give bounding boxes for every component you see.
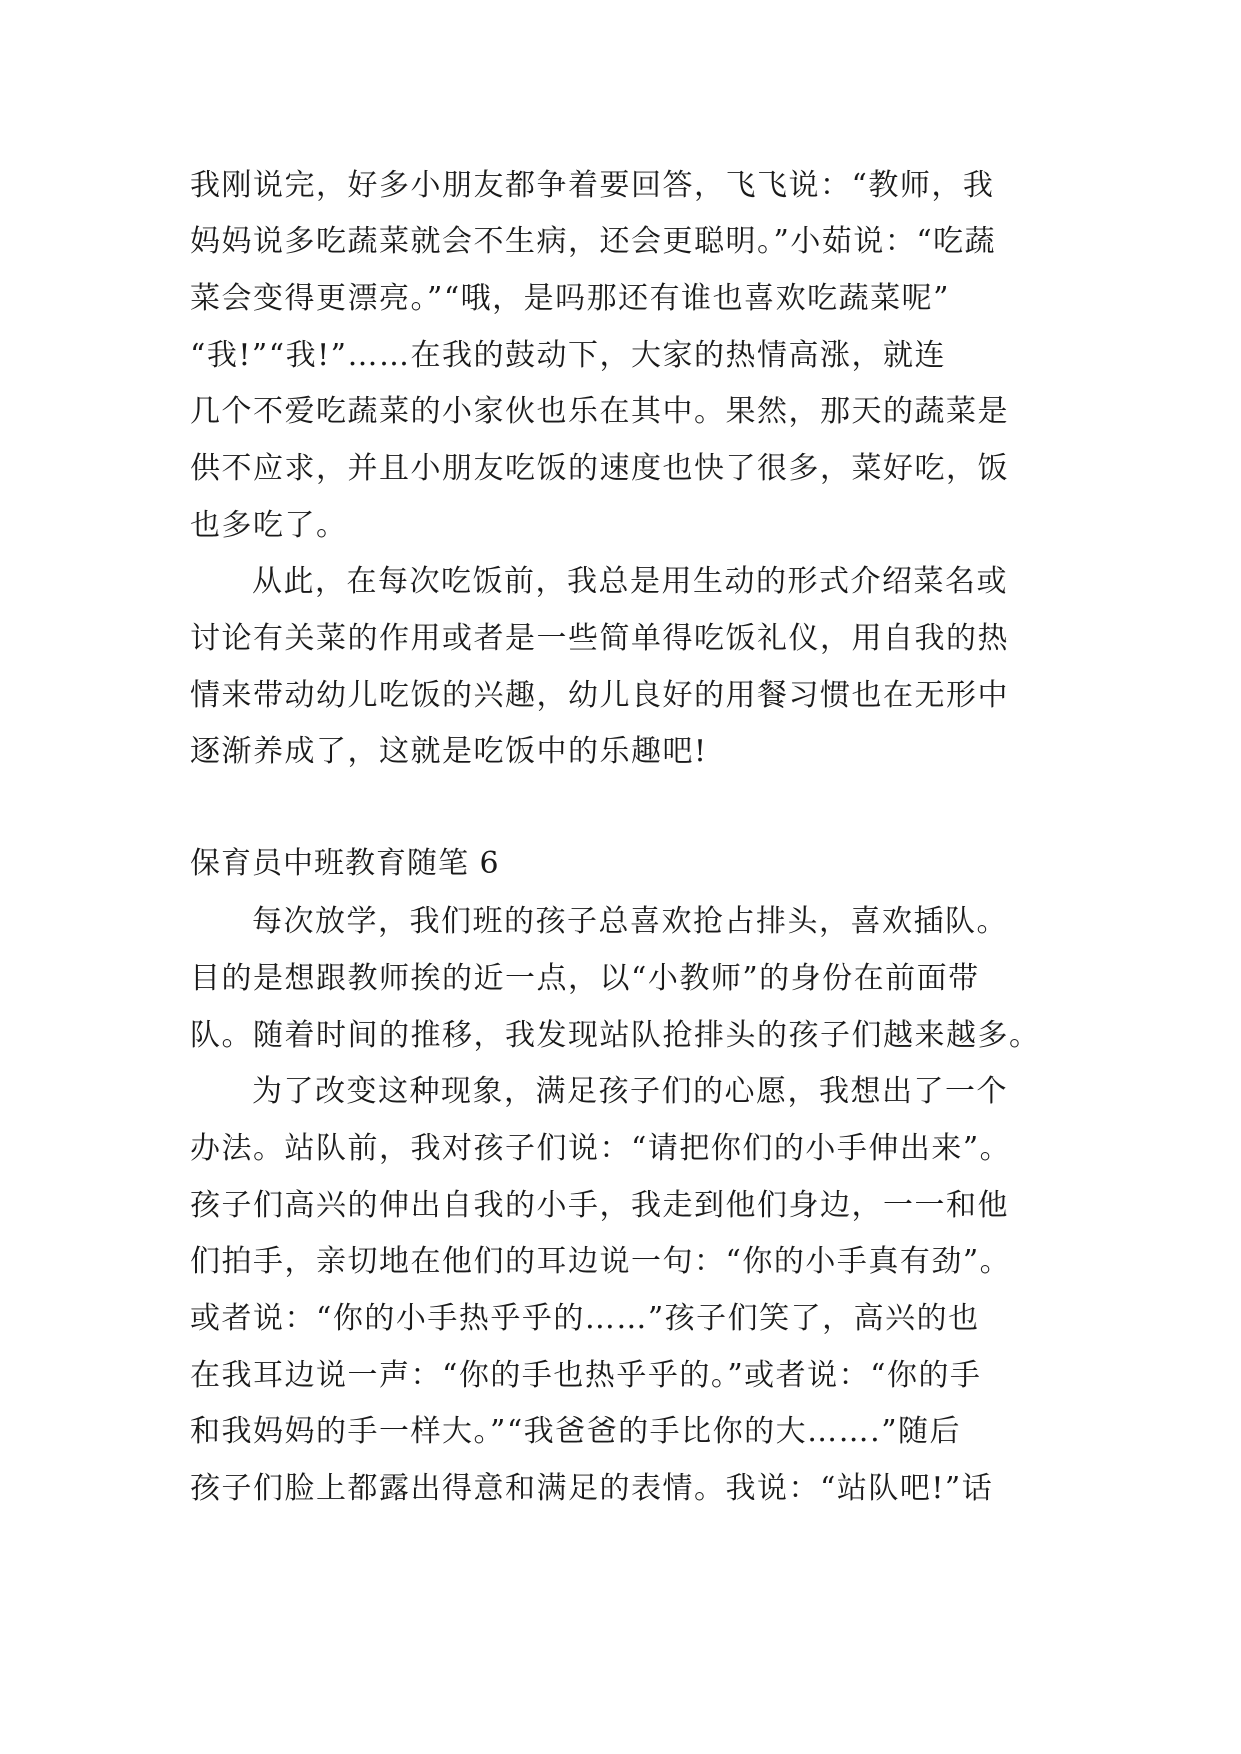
body-text-line: 我刚说完，好多小朋友都争着要回答，飞飞说：“教师，我: [190, 168, 995, 203]
body-text-line: 和我妈妈的手一样大。”“我爸爸的手比你的大…….”随后: [190, 1414, 962, 1449]
body-text-line: 讨论有关菜的作用或者是一些简单得吃饭礼仪，用自我的热: [190, 621, 1009, 656]
body-text-line: 供不应求，并且小朋友吃饭的速度也快了很多，菜好吃，饭: [190, 451, 1009, 486]
body-text-line: 逐渐养成了，这就是吃饭中的乐趣吧!: [190, 734, 708, 769]
paragraph-first-line: 每次放学，我们班的孩子总喜欢抢占排头，喜欢插队。: [252, 904, 1008, 939]
body-text-line: 或者说：“你的小手热乎乎的……”孩子们笑了，高兴的也: [190, 1301, 980, 1336]
body-text-line: 情来带动幼儿吃饭的兴趣，幼儿良好的用餐习惯也在无形中: [190, 678, 1009, 713]
body-text-line: 们拍手，亲切地在他们的耳边说一句：“你的小手真有劲”。: [190, 1244, 1012, 1279]
body-text-line: 目的是想跟教师挨的近一点，以“小教师”的身份在前面带: [190, 961, 980, 996]
body-text-line: 几个不爱吃蔬菜的小家伙也乐在其中。果然，那天的蔬菜是: [190, 394, 1009, 429]
body-text-line: 孩子们脸上都露出得意和满足的表情。我说：“站队吧!”话: [190, 1471, 994, 1506]
body-text-line: 办法。站队前，我对孩子们说：“请把你们的小手伸出来”。: [190, 1131, 1012, 1166]
body-text-line: 孩子们高兴的伸出自我的小手，我走到他们身边，一一和他: [190, 1188, 1009, 1223]
body-text-line: “我!”“我!”……在我的鼓动下，大家的热情高涨，就连: [190, 338, 946, 373]
paragraph-first-line: 为了改变这种现象，满足孩子们的心愿，我想出了一个: [252, 1074, 1008, 1109]
body-text-line: 妈妈说多吃蔬菜就会不生病，还会更聪明。”小茹说：“吃蔬: [190, 224, 997, 259]
body-text-line: 队。随着时间的推移，我发现站队抢排头的孩子们越来越多。: [190, 1018, 1041, 1053]
body-text-line: 也多吃了。: [190, 508, 348, 543]
section-heading: 保育员中班教育随笔 6: [190, 846, 500, 881]
body-text-line: 在我耳边说一声：“你的手也热乎乎的。”或者说：“你的手: [190, 1358, 982, 1393]
paragraph-first-line: 从此，在每次吃饭前，我总是用生动的形式介绍菜名或: [252, 564, 1008, 599]
body-text-line: 菜会变得更漂亮。”“哦，是吗那还有谁也喜欢吃蔬菜呢”: [190, 281, 951, 316]
